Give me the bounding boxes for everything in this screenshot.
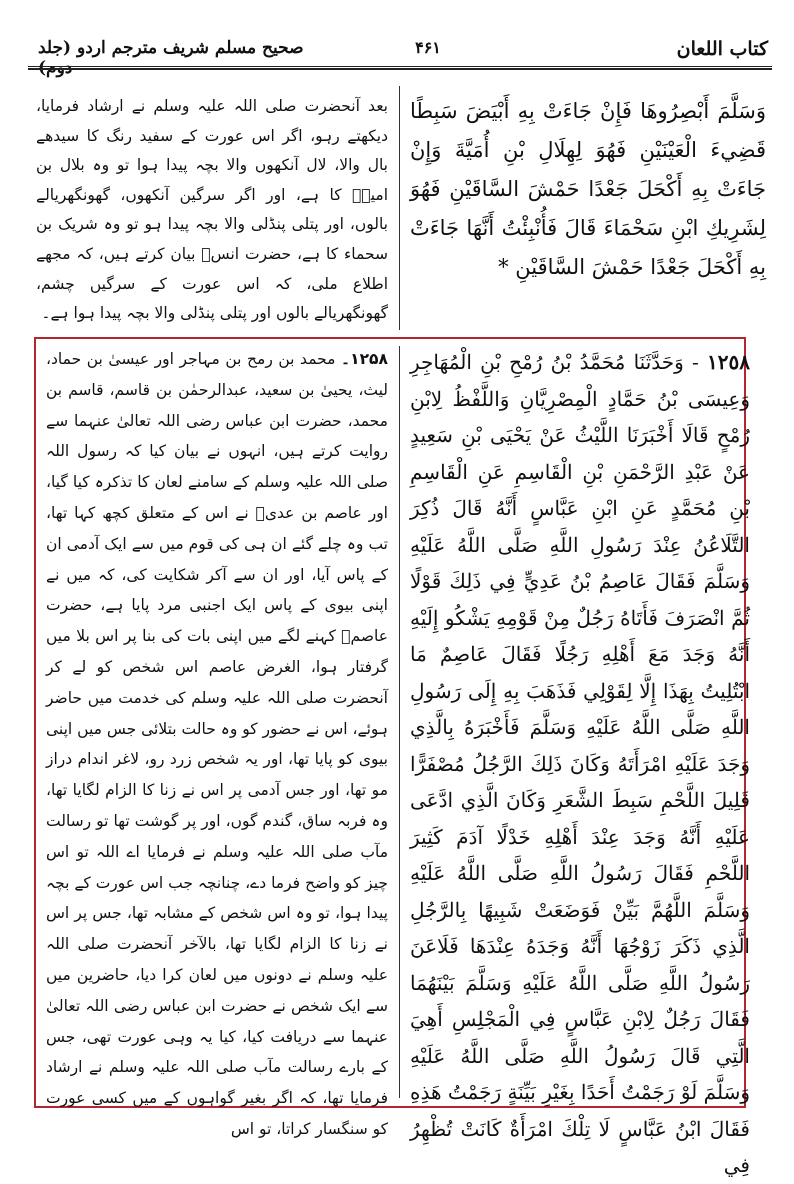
hadith-arabic-number: ١٢٥٨: [707, 350, 750, 374]
hadith-urdu-body: محمد بن رمح بن مہاجر اور عیسیٰ بن حماد، لیث، یحییٰ بن سعید، عبدالرحمٰن بن قاسم، قاسم بن محمد، حضرت ابن عباس رضی اللہ تعالیٰ عنہما سے روایت کرتے ہیں، انہوں نے بیان کیا کہ رسول اللہ صلی اللہ علیہ وسلم کے سامنے لعان کا تذکرہ کیا گیا، اور عاصم بن عدیؓ نے اس کے متعلق کچھ کہا تھا، تب وہ چلے گئے ان ہی کی قوم میں سے ایک آدمی ان کے پاس آیا، اور ان سے آکر شکایت کی، کہ میں نے اپنی بیوی کے پاس ایک اجنبی مرد پایا ہے، حضرت عاصمؓ کہنے لگے میں اپنی بات کی بنا پر اس بلا میں گرفتار ہوا، الغرض عاصم اس شخص کو لے کر آنحضرت صلی اللہ علیہ وسلم کی خدمت میں حاضر ہوئے، اس نے حضور کو وہ حالت بتلائی جس میں اپنی بیوی کو پایا تھا، اور یہ شخص زرد رو، لاغر اندام دراز مو تھا، اور جس آدمی پر اس نے زنا کا الزام لگایا تھا، وہ فربہ ساق، گندم گوں، اور پر گوشت تھا تو رسالت مآب صلی اللہ علیہ وسلم نے فرمایا اے اللہ تو اس چیز کو واضح فرما دے، چنانچہ جب اس عورت کے بچہ پیدا ہوا، تو وہ اس شخص کے مشابہ تھا، جس پر اس نے زنا کا الزام لگایا تھا، بالآخر آنحضرت صلی اللہ علیہ وسلم نے دونوں میں لعان کرا دیا، حاضرین میں سے ایک شخص نے حضرت ابن عباس رضی اللہ تعالیٰ عنہما سے دریافت کیا، کیا یہ وہی عورت تھی، جس کے بارے رسالت مآب صلی اللہ علیہ وسلم نے ارشاد فرمایا تھا، کہ اگر بغیر گواہوں کے میں کسی عورت کو سنگسار کراتا، تو اس: [45, 350, 388, 1138]
urdu-translation-continuation: بعد آنحضرت صلی اللہ علیہ وسلم نے ارشاد فرمایا، دیکھتے رہو، اگر اس عورت کے سفید رنگ کا سیدھے بال والا، لال آنکھوں والا بچہ پیدا ہوا تو وہ بلال بن امیہؓ کا ہے، اور اگر سرگین آنکھوں، گھونگھریالے بالوں، اور پتلی پنڈلی والا بچہ پیدا ہو تو وہ شریک بن سحماء کا ہے، حضرت انسؓ بیان کرتے ہیں، کہ مجھے اطلاع ملی، کہ اس عورت کے سرگیں چشم، گھونگھریالے بالوں اور پتلی پنڈلی والا بچہ پیدا ہوا ہے۔: [36, 97, 388, 323]
hadith-arabic-text: [410, 344, 750, 1184]
arabic-text-continuation: وَسَلَّمَ أَبْصِرُوهَا فَإِنْ جَاءَتْ بِهِ أَبْيَضَ سَبِطًا قَضِيءَ الْعَيْنَيْنِ فَهُوَ لِهِلَالِ بْنِ أُمَيَّةَ وَإِنْ جَاءَتْ بِهِ أَكْحَلَ جَعْدًا حَمْشَ السَّاقَيْنِ فَهُوَ لِشَرِيكِ ابْنِ سَحْمَاءَ قَالَ فَأُنْبِئْتُ أَنَّهَا جَاءَتْ بِهِ أَكْحَلَ جَعْدًا حَمْشَ السَّاقَيْنِ *: [410, 99, 766, 279]
hadith-urdu-translation: [46, 344, 388, 1145]
header-rule-thin: [28, 66, 772, 67]
page-header: [28, 30, 772, 78]
hadith-arabic-body: وَحَدَّثَنَا مُحَمَّدُ بْنُ رُمْحِ بْنِ الْمُهَاجِرِ وَعِيسَى بْنُ حَمَّادٍ الْمِصْرِيَّانِ وَاللَّفْظُ لِابْنِ رُمْحٍ قَالَا أَخْبَرَنَا اللَّيْثُ عَنْ يَحْيَى بْنِ سَعِيدٍ عَنْ عَبْدِ الرَّحْمَنِ بْنِ الْقَاسِمِ عَنِ الْقَاسِمِ بْنِ مُحَمَّدٍ عَنِ ابْنِ عَبَّاسٍ أَنَّهُ قَالَ ذُكِرَ التَّلَاعُنُ عِنْدَ رَسُولِ اللَّهِ صَلَّى اللَّهُ عَلَيْهِ وَسَلَّمَ فَقَالَ عَاصِمُ بْنُ عَدِيٍّ فِي ذَلِكَ قَوْلًا ثُمَّ انْصَرَفَ فَأَتَاهُ رَجُلٌ مِنْ قَوْمِهِ يَشْكُو إِلَيْهِ أَنَّهُ وَجَدَ مَعَ أَهْلِهِ رَجُلًا فَقَالَ عَاصِمٌ مَا ابْتُلِيتُ بِهَذَا إِلَّا لِقَوْلِي فَذَهَبَ بِهِ إِلَى رَسُولِ اللَّهِ صَلَّى اللَّهُ عَلَيْهِ وَسَلَّمَ فَأَخْبَرَهُ بِالَّذِي وَجَدَ عَلَيْهِ امْرَأَتَهُ وَكَانَ ذَلِكَ الرَّجُلُ مُصْفَرًّا قَلِيلَ اللَّحْمِ سَبِطَ الشَّعَرِ وَكَانَ الَّذِي ادَّعَى عَلَيْهِ أَنَّهُ وَجَدَ عِنْدَ أَهْلِهِ خَدْلًا آدَمَ كَثِيرَ اللَّحْمِ فَقَالَ رَسُولُ اللَّهِ صَلَّى اللَّهُ عَلَيْهِ وَسَلَّمَ اللَّهُمَّ بَيِّنْ فَوَضَعَتْ شَبِيهًا بِالرَّجُلِ الَّذِي ذَكَرَ زَوْجُهَا أَنَّهُ وَجَدَهُ عِنْدَهَا فَلَاعَنَ رَسُولُ اللَّهِ صَلَّى اللَّهُ عَلَيْهِ وَسَلَّمَ بَيْنَهُمَا فَقَالَ رَجُلٌ لِابْنِ عَبَّاسٍ فِي الْمَجْلِسِ أَهِيَ الَّتِي قَالَ رَسُولُ اللَّهِ صَلَّى اللَّهُ عَلَيْهِ وَسَلَّمَ لَوْ رَجَمْتُ أَحَدًا بِغَيْرِ بَيِّنَةٍ رَجَمْتُ هَذِهِ فَقَالَ ابْنُ عَبَّاسٍ لَا تِلْكَ امْرَأَةٌ كَانَتْ تُظْهِرُ فِي: [410, 350, 750, 1177]
page-number: ۴۶۱: [415, 38, 441, 57]
hadith-urdu-number: ۱۲۵۸۔: [341, 350, 388, 368]
column-divider-bottom: [399, 346, 400, 1098]
column-divider-top: [399, 86, 400, 330]
hadith-arabic-dash: -: [683, 350, 699, 374]
book-title: کتاب اللعان: [676, 38, 768, 60]
volume-title: صحیح مسلم شریف مترجم اردو (جلد دوم): [38, 38, 304, 78]
header-rule: [28, 68, 772, 70]
